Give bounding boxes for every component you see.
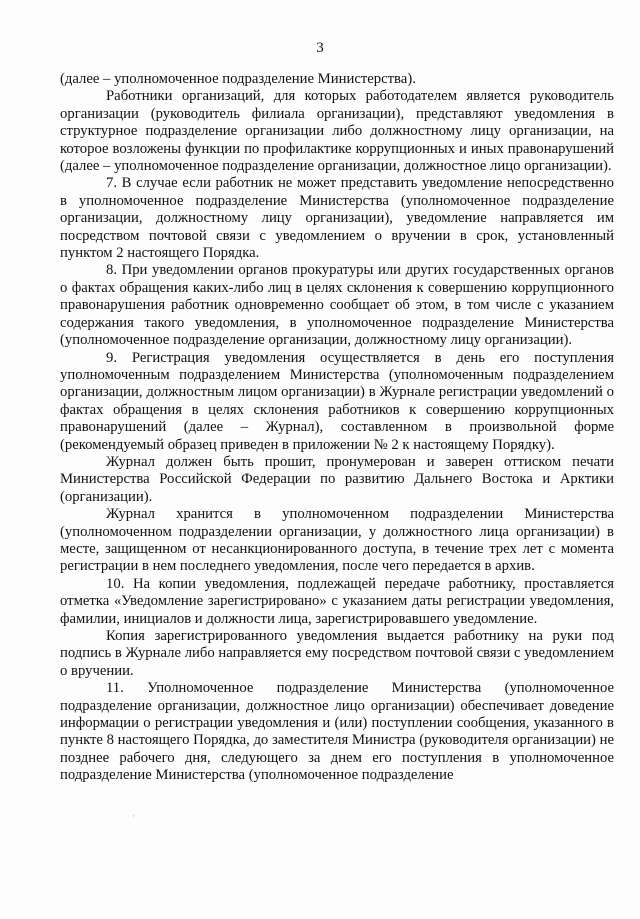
paragraph-item-11: 11. Уполномоченное подразделение Министерства (уполномоченное подразделение организации, должностное лицо организации) обеспечивает доведение информации о регистрации уведомления и (или) поступлении сообщения, указанного в пункте 8 настоящего Порядка, до заместителя Министра (руководителя организации) не позднее рабочего дня, следующего за днем его поступления в уполномоченное подразделение Министерства (уполномоченное подразделение [60,680,614,784]
paragraph-item-9: 9. Регистрация уведомления осуществляется в день его поступления уполномоченным подразделением Министерства (уполномоченным подразделением организации, должностным лицом организации) в Журнале регистрации уведомлений о фактах обращения в целях склонения работников к совершению коррупционных правонарушений (далее – Журнал), составленном в произвольной форме (рекомендуемый образец приведен в приложении № 2 к настоящему Порядку). [60,349,614,453]
paragraph-item-8: 8. При уведомлении органов прокуратуры или других государственных органов о фактах обращения каких-либо лиц в целях склонения к совершению коррупционного правонарушения работник одновременно сообщает об этом, в том числе с указанием содержания такого уведомления, в уполномоченное подразделение Министерства (уполномоченное подразделение организации, должностному лицу организации). [60,262,614,349]
paragraph-journal-storage: Журнал хранится в уполномоченном подразделении Министерства (уполномоченном подразделении организации, у должностного лица организации) в месте, защищенном от несанкционированного доступа, в течение трех лет с момента регистрации в нем последнего уведомления, после чего передается в архив. [60,506,614,575]
paragraph-item-10: 10. На копии уведомления, подлежащей передаче работнику, проставляется отметка «Уведомление зарегистрировано» с указанием даты регистрации уведомления, фамилии, инициалов и должности лица, зарегистрировавшего уведомление. [60,575,614,627]
paragraph-item-7: 7. В случае если работник не может представить уведомление непосредственно в уполномоченное подразделение Министерства (уполномоченное подразделение организации, должностному лицу организации), уведомление направляется им посредством почтовой связи с уведомлением о вручении в срок, установленный пунктом 2 настоящего Порядка. [60,175,614,262]
paragraph-employees-of-organizations: Работники организаций, для которых работодателем является руководитель организации (руководитель филиала организации), представляют уведомления в структурное подразделение организации либо должностному лицу организации, на которое возложены функции по профилактике коррупционных и иных правонарушений (далее – уполномоченное подразделение организации, должностное лицо организации). [60,88,614,175]
paragraph-registered-copy: Копия зарегистрированного уведомления выдается работнику на руки под подпись в Журнале либо направляется ему посредством почтовой связи с уведомлением о вручении. [60,628,614,679]
document-body [60,71,614,785]
faint-stamp-mark: · [132,811,135,821]
paragraph-journal-binding: Журнал должен быть прошит, пронумерован и заверен оттиском печати Министерства Российской Федерации по развитию Дальнего Востока и Арктики (организации). [60,453,614,505]
page-number: 3 [316,40,324,56]
paragraph-continuation: (далее – уполномоченное подразделение Министерства). [60,71,416,87]
